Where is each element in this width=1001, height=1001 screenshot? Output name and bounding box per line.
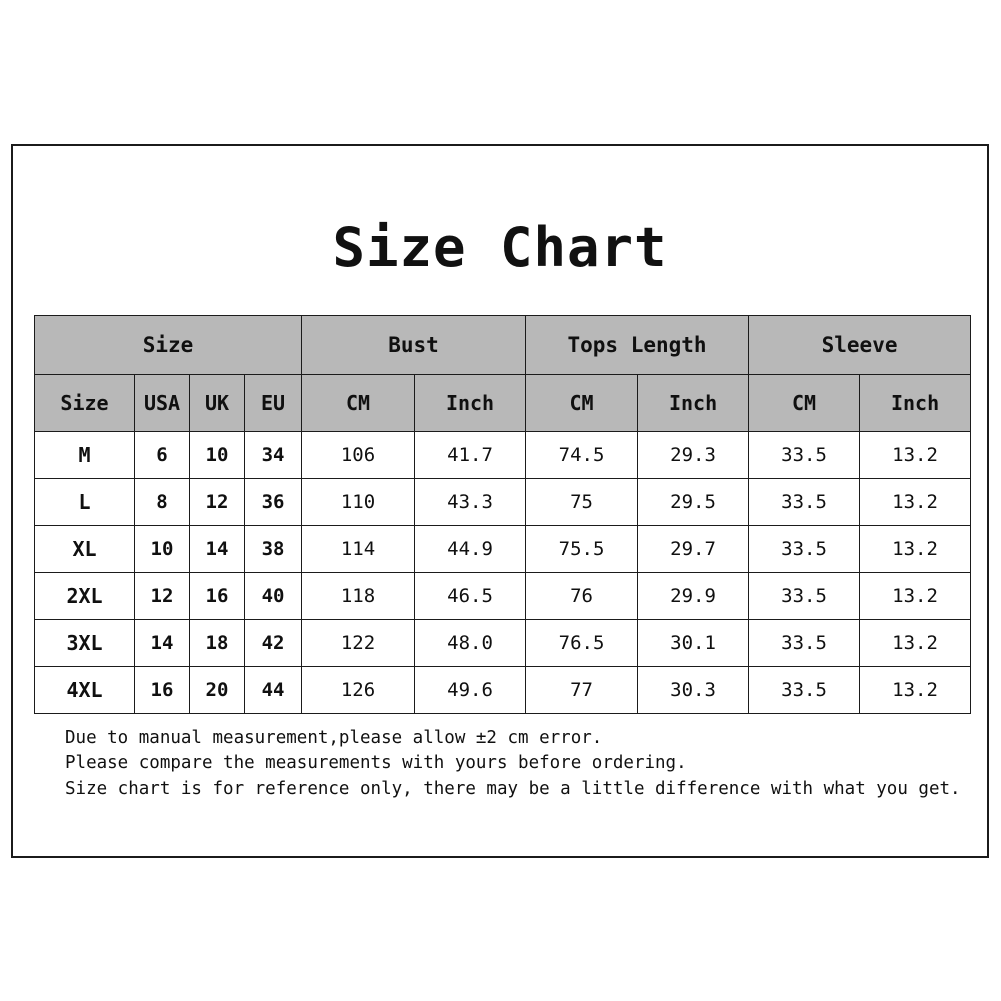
group-header-sleeve: Sleeve — [749, 316, 971, 375]
column-header-size: Size — [35, 375, 135, 432]
cell-tops-cm: 76 — [526, 573, 638, 620]
table-row — [35, 573, 971, 620]
cell-uk: 16 — [190, 573, 245, 620]
cell-usa: 6 — [135, 432, 190, 479]
cell-sleeve-cm: 33.5 — [749, 573, 860, 620]
cell-sleeve-inch: 13.2 — [860, 620, 971, 667]
cell-eu: 36 — [245, 479, 302, 526]
cell-bust-inch: 44.9 — [415, 526, 526, 573]
cell-size: 2XL — [35, 573, 135, 620]
group-header-tops-length: Tops Length — [526, 316, 749, 375]
cell-sleeve-inch: 13.2 — [860, 667, 971, 714]
column-header-tops-inch: Inch — [638, 375, 749, 432]
cell-tops-cm: 76.5 — [526, 620, 638, 667]
cell-bust-inch: 41.7 — [415, 432, 526, 479]
cell-size: 3XL — [35, 620, 135, 667]
note-line-reference: Size chart is for reference only, there may be a little difference with what you get. — [65, 778, 961, 799]
cell-bust-cm: 126 — [302, 667, 415, 714]
group-header-size: Size — [35, 316, 302, 375]
table-row — [35, 479, 971, 526]
cell-tops-inch: 29.9 — [638, 573, 749, 620]
table-row — [35, 620, 971, 667]
cell-usa: 10 — [135, 526, 190, 573]
note-line-measurement: Due to manual measurement,please allow ±2 cm error. — [65, 728, 603, 748]
cell-sleeve-inch: 13.2 — [860, 526, 971, 573]
column-header-bust-cm: CM — [302, 375, 415, 432]
cell-size: M — [35, 432, 135, 479]
cell-sleeve-cm: 33.5 — [749, 526, 860, 573]
table-row — [35, 432, 971, 479]
cell-bust-inch: 48.0 — [415, 620, 526, 667]
cell-bust-inch: 46.5 — [415, 573, 526, 620]
cell-size: XL — [35, 526, 135, 573]
table-header — [35, 316, 971, 432]
cell-uk: 18 — [190, 620, 245, 667]
cell-usa: 8 — [135, 479, 190, 526]
notes-block — [65, 726, 965, 802]
cell-eu: 42 — [245, 620, 302, 667]
cell-tops-inch: 29.7 — [638, 526, 749, 573]
cell-sleeve-inch: 13.2 — [860, 479, 971, 526]
cell-size: L — [35, 479, 135, 526]
note-line-compare: Please compare the measurements with yours before ordering. — [65, 753, 687, 774]
cell-tops-inch: 29.5 — [638, 479, 749, 526]
size-chart-card — [11, 144, 989, 858]
cell-eu: 38 — [245, 526, 302, 573]
cell-bust-inch: 43.3 — [415, 479, 526, 526]
cell-bust-cm: 122 — [302, 620, 415, 667]
cell-uk: 14 — [190, 526, 245, 573]
cell-tops-inch: 29.3 — [638, 432, 749, 479]
column-header-sleeve-cm: CM — [749, 375, 860, 432]
cell-uk: 20 — [190, 667, 245, 714]
column-header-sleeve-inch: Inch — [860, 375, 971, 432]
cell-tops-cm: 75.5 — [526, 526, 638, 573]
cell-usa: 16 — [135, 667, 190, 714]
cell-sleeve-cm: 33.5 — [749, 479, 860, 526]
cell-eu: 44 — [245, 667, 302, 714]
cell-tops-cm: 77 — [526, 667, 638, 714]
table-row — [35, 526, 971, 573]
table-body — [35, 432, 971, 714]
cell-eu: 34 — [245, 432, 302, 479]
cell-sleeve-cm: 33.5 — [749, 432, 860, 479]
cell-bust-cm: 118 — [302, 573, 415, 620]
cell-uk: 10 — [190, 432, 245, 479]
column-header-tops-cm: CM — [526, 375, 638, 432]
column-header-eu: EU — [245, 375, 302, 432]
cell-sleeve-inch: 13.2 — [860, 573, 971, 620]
cell-tops-cm: 74.5 — [526, 432, 638, 479]
cell-bust-cm: 114 — [302, 526, 415, 573]
table-row — [35, 667, 971, 714]
cell-usa: 14 — [135, 620, 190, 667]
cell-usa: 12 — [135, 573, 190, 620]
cell-uk: 12 — [190, 479, 245, 526]
cell-tops-cm: 75 — [526, 479, 638, 526]
table-group-header-row — [35, 316, 971, 375]
cell-sleeve-cm: 33.5 — [749, 620, 860, 667]
size-table-wrapper — [34, 315, 970, 714]
cell-size: 4XL — [35, 667, 135, 714]
column-header-usa: USA — [135, 375, 190, 432]
size-table — [34, 315, 971, 714]
cell-sleeve-inch: 13.2 — [860, 432, 971, 479]
cell-eu: 40 — [245, 573, 302, 620]
cell-sleeve-cm: 33.5 — [749, 667, 860, 714]
cell-tops-inch: 30.1 — [638, 620, 749, 667]
cell-tops-inch: 30.3 — [638, 667, 749, 714]
page-title: Size Chart — [332, 216, 668, 279]
column-header-uk: UK — [190, 375, 245, 432]
cell-bust-inch: 49.6 — [415, 667, 526, 714]
table-column-header-row — [35, 375, 971, 432]
column-header-bust-inch: Inch — [415, 375, 526, 432]
group-header-bust: Bust — [302, 316, 526, 375]
cell-bust-cm: 106 — [302, 432, 415, 479]
cell-bust-cm: 110 — [302, 479, 415, 526]
